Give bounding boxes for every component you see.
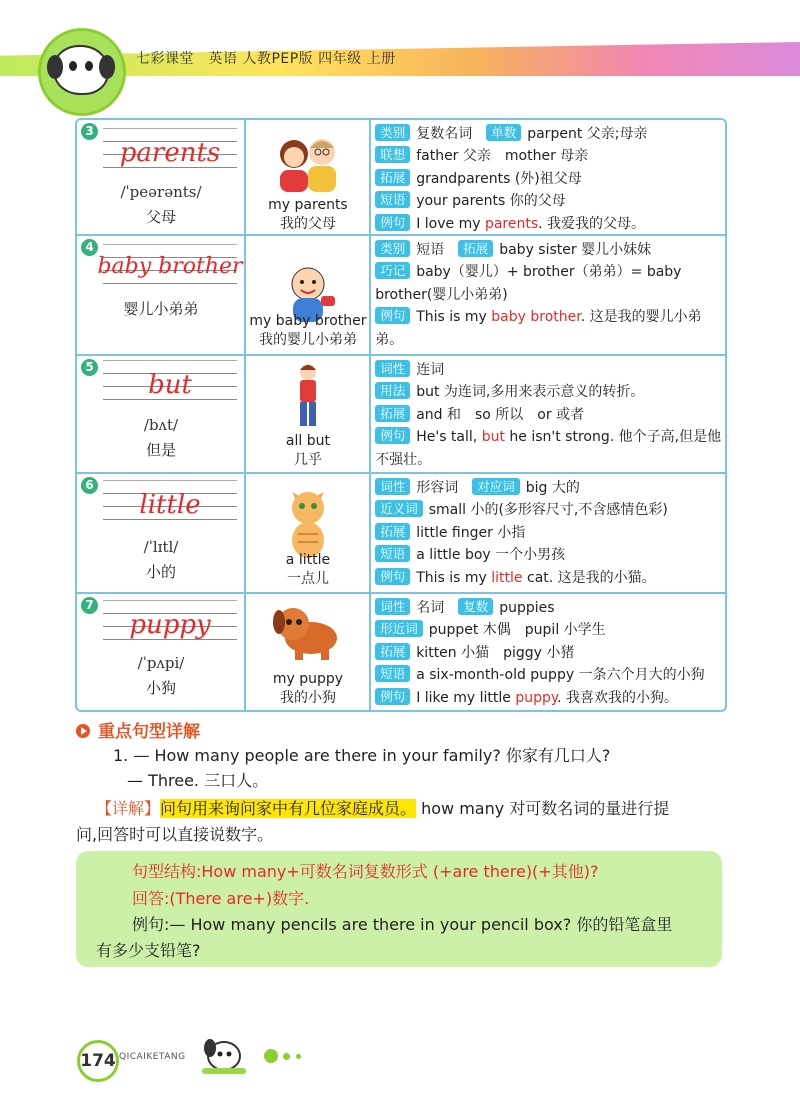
phonetic: /ˈlɪtl/ xyxy=(143,538,179,556)
boy-icon xyxy=(288,362,328,436)
word-meaning: 婴儿小弟弟 xyxy=(123,300,199,318)
item-number: 5 xyxy=(81,359,98,376)
note-line: 短语 a little boy 一个小男孩 xyxy=(375,544,725,566)
note-tag: 例句 xyxy=(375,568,410,585)
word-meaning: 父母 xyxy=(145,208,176,226)
note-line: 拓展 kitten 小猫 piggy 小猪 xyxy=(375,642,725,664)
item-number: 3 xyxy=(81,123,98,140)
note-tag: 巧记 xyxy=(375,262,410,279)
vocab-word: parents xyxy=(119,138,221,168)
vocab-word: puppy xyxy=(129,610,211,640)
note-line: 短语 a six-month-old puppy 一条六个月大的小狗 xyxy=(375,664,725,686)
note-tag: 例句 xyxy=(375,307,410,324)
note-tag: 拓展 xyxy=(375,405,410,422)
vocab-row xyxy=(77,236,725,356)
notes-cell xyxy=(371,474,725,592)
note-line: 巧记 baby（婴儿）+ brother（弟弟）= baby brother(婴儿小弟弟) xyxy=(375,263,682,303)
note-tag: 例句 xyxy=(375,688,410,705)
vocab-row xyxy=(77,356,725,474)
note-tag: 拓展 xyxy=(375,523,410,540)
note-line: 用法 but 为连词,多用来表示意义的转折。 xyxy=(375,381,725,403)
item-number: 6 xyxy=(81,477,98,494)
note-tag: 拓展 xyxy=(375,169,410,186)
picture-caption: my baby brother 我的婴儿小弟弟 xyxy=(249,313,367,348)
notes-cell xyxy=(371,120,725,234)
mascot-dog-icon xyxy=(38,28,126,116)
picture-cell xyxy=(246,236,371,354)
picture-cell xyxy=(246,356,371,472)
footer-dot xyxy=(264,1049,278,1063)
puppy-icon xyxy=(265,600,351,666)
notes-cell xyxy=(371,236,725,354)
vocabulary-table xyxy=(75,118,727,712)
note-line: 联想 father 父亲 mother 母亲 xyxy=(375,145,725,167)
play-bullet-icon xyxy=(76,724,90,738)
note-tag: 拓展 xyxy=(375,643,410,660)
note-line: 类别 复数名词 单数 parpent 父亲;母亲 xyxy=(375,123,725,145)
note-line: 拓展 little finger 小指 xyxy=(375,522,725,544)
note-line: 形近词 puppet 木偶 pupil 小学生 xyxy=(375,619,725,641)
word-meaning: 小的 xyxy=(145,563,176,581)
note-tag: 用法 xyxy=(375,382,410,399)
note-line: 例句 I like my little puppy. 我喜欢我的小狗。 xyxy=(375,687,725,709)
note-line: 例句 This is my baby brother. 这是我的婴儿小弟弟。 xyxy=(375,308,702,348)
highlighted-word: baby brother xyxy=(491,309,581,326)
note-tag: 单数 xyxy=(486,124,521,141)
structure-line: 句型结构:How many+可数名词复数形式 (+are there)(+其他)? xyxy=(132,862,599,881)
note-tag: 拓展 xyxy=(458,240,493,257)
vocab-word: but xyxy=(148,370,192,400)
highlighted-word: but xyxy=(481,429,505,446)
vocab-word: little xyxy=(139,490,201,520)
book-title: 七彩课堂 英语 人教PEP版 四年级 上册 xyxy=(136,51,396,67)
note-tag: 形近词 xyxy=(375,620,423,637)
word-cell xyxy=(77,594,246,710)
phonetic: /ˈpeərənts/ xyxy=(120,183,202,201)
vocab-row xyxy=(77,120,725,236)
question-sentence: 1. — How many people are there in your family? 你家有几口人? xyxy=(113,746,611,765)
note-line: 词性 名词 复数 puppies xyxy=(375,597,725,619)
note-line: 词性 形容词 对应词 big 大的 xyxy=(375,477,725,499)
example-line: 例句:— How many pencils are there in your pencil box? 你的铅笔盒里 xyxy=(132,915,673,934)
note-tag: 词性 xyxy=(375,360,410,377)
brand-text: QICAIKETANG xyxy=(119,1052,186,1062)
phonetic: /ˈpʌpi/ xyxy=(137,654,185,672)
note-line: 拓展 grandparents (外)祖父母 xyxy=(375,168,725,190)
note-tag: 词性 xyxy=(375,598,410,615)
word-cell xyxy=(77,474,246,592)
phonetic: /bʌt/ xyxy=(143,416,179,434)
picture-cell xyxy=(246,120,371,234)
note-line: 例句 This is my little cat. 这是我的小猫。 xyxy=(375,567,725,589)
note-tag: 类别 xyxy=(375,124,410,141)
note-tag: 类别 xyxy=(375,240,410,257)
note-line: 类别 短语 拓展 baby sister 婴儿小妹妹 xyxy=(375,239,725,261)
answer-sentence: — Three. 三口人。 xyxy=(127,771,269,790)
footer-mascot-icon xyxy=(196,1030,256,1076)
footer-dot xyxy=(283,1053,290,1060)
word-meaning: 小狗 xyxy=(145,679,176,697)
notes-cell xyxy=(371,594,725,710)
note-tag: 短语 xyxy=(375,191,410,208)
notes-cell xyxy=(371,356,725,472)
note-tag: 短语 xyxy=(375,665,410,682)
note-tag: 近义词 xyxy=(375,500,423,517)
note-line: 例句 He's tall, but he isn't strong. 他个子高,但是他不强壮。 xyxy=(375,428,722,468)
highlighted-word: puppy xyxy=(515,689,558,706)
page-number: 174 xyxy=(77,1040,119,1082)
note-tag: 对应词 xyxy=(472,478,520,495)
example-line-cont: 有多少支铅笔? xyxy=(96,941,201,960)
note-line: 例句 I love my parents. 我爱我的父母。 xyxy=(375,213,725,235)
word-cell xyxy=(77,356,246,472)
parents-icon xyxy=(268,130,348,198)
word-cell xyxy=(77,120,246,234)
vocab-row xyxy=(77,474,725,594)
picture-caption: my parents 我的父母 xyxy=(268,197,348,232)
answer-line: 回答:(There are+)数字. xyxy=(132,889,310,908)
picture-cell xyxy=(246,474,371,592)
vocab-row xyxy=(77,594,725,710)
note-line: 短语 your parents 你的父母 xyxy=(375,190,725,212)
footer-dot xyxy=(296,1054,301,1059)
picture-caption: my puppy 我的小狗 xyxy=(272,671,344,706)
note-tag: 词性 xyxy=(375,478,410,495)
sentence-structure-box xyxy=(76,851,722,967)
item-number: 4 xyxy=(81,239,98,256)
word-cell xyxy=(77,236,246,354)
vocab-word: baby brother xyxy=(97,254,243,279)
item-number: 7 xyxy=(81,597,98,614)
picture-caption: all but 几乎 xyxy=(285,433,330,468)
detail-explanation: 【详解】问句用来询问家中有几位家庭成员。 how many 对可数名词的量进行提 xyxy=(96,799,670,818)
picture-caption: a little 一点儿 xyxy=(285,552,331,587)
note-line: 近义词 small 小的(多形容尺寸,不含感情色彩) xyxy=(375,499,725,521)
note-tag: 例句 xyxy=(375,427,410,444)
highlighted-word: parents xyxy=(484,215,539,232)
word-meaning: 但是 xyxy=(145,441,176,459)
note-tag: 联想 xyxy=(375,146,410,163)
page-header xyxy=(0,0,800,100)
note-tag: 短语 xyxy=(375,545,410,562)
note-line: 词性 连词 xyxy=(375,359,725,381)
note-tag: 复数 xyxy=(458,598,493,615)
note-line: 拓展 and 和 so 所以 or 或者 xyxy=(375,404,725,426)
section-title: 重点句型详解 xyxy=(76,717,200,742)
detail-explanation-cont: 问,回答时可以直接说数字。 xyxy=(76,825,274,844)
picture-cell xyxy=(246,594,371,710)
highlighted-word: little xyxy=(491,569,523,586)
note-tag: 例句 xyxy=(375,214,410,231)
